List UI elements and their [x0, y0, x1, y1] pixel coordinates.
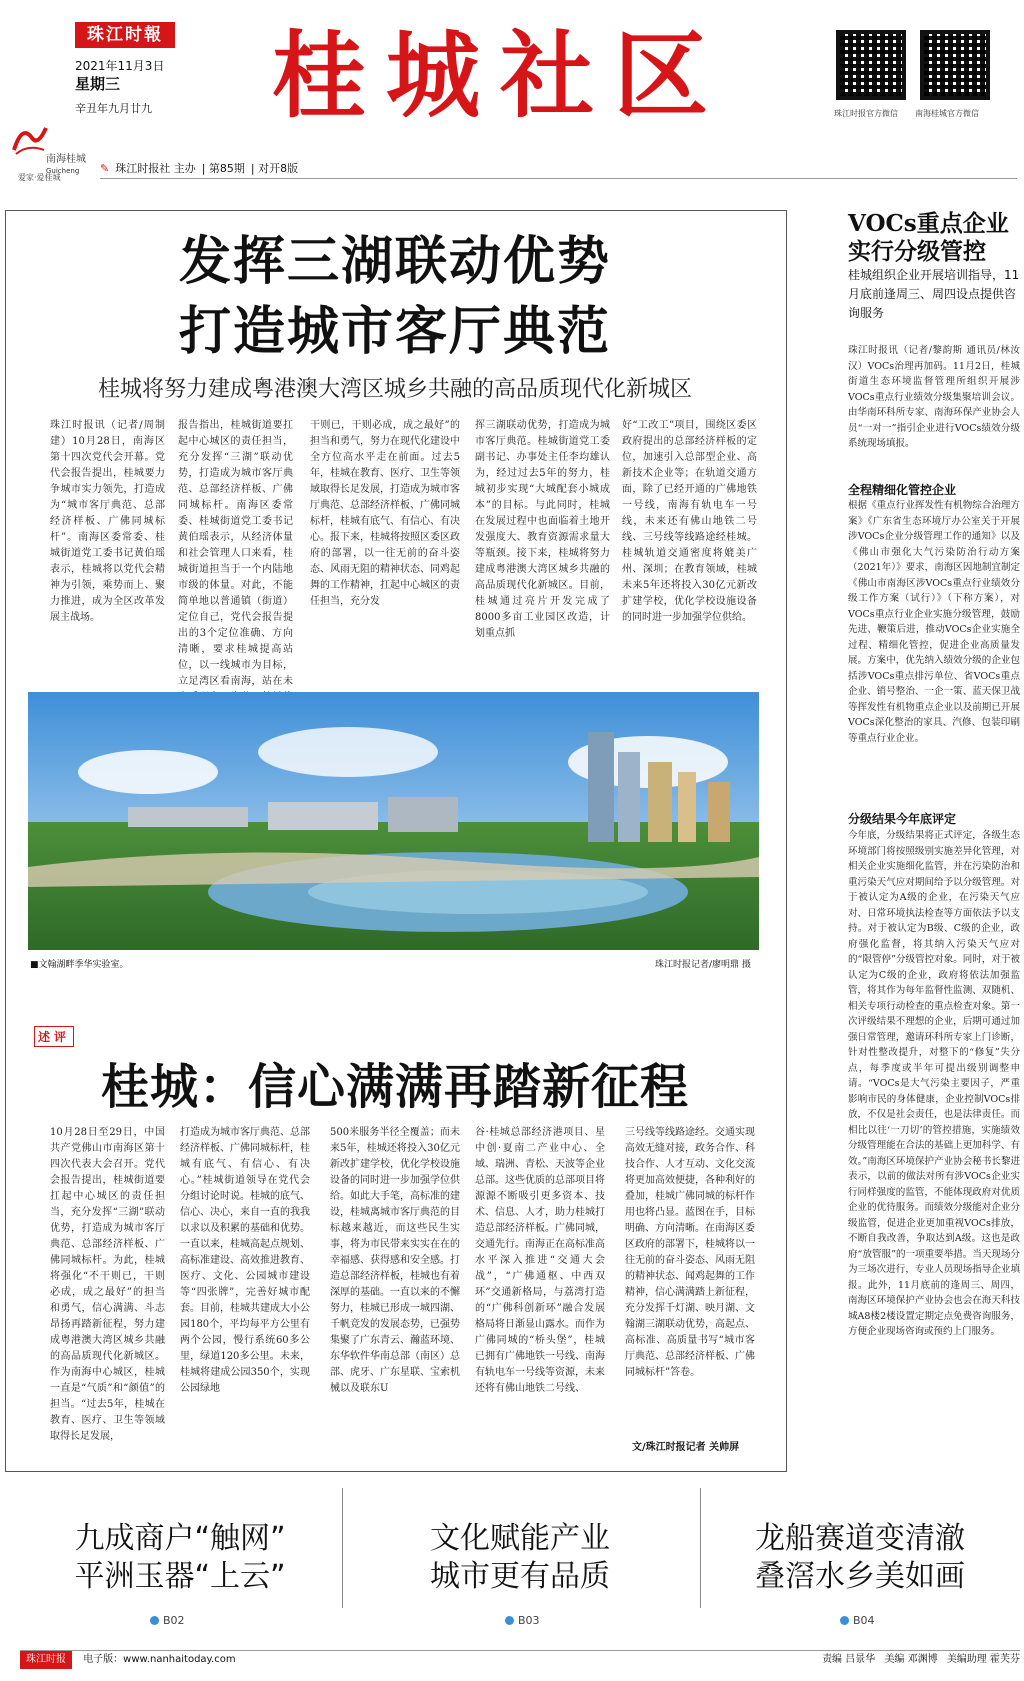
qr-code-icon — [836, 30, 906, 100]
lead-column: 挥三湖联动优势，打造成为城市客厅典范。桂城街道党工委副书记、办事处主任李均雄认为，经过过去5年的努力，桂城初步实现“大城配套小城成本”的目标。与此同时，桂城在发展过程中也面临着土地开发强度大、教育资源需求量大等瓶颈。接下来，桂城将努力建成粤港澳大湾区城乡共融的高品质现代化新城区。目前，桂城通过亮片开发完成了8000多亩工业园区改造，计划重点抓 — [475, 420, 610, 639]
commentary-byline: 文/珠江时报记者 关帅屏 — [632, 1442, 740, 1453]
masthead-title: 桂城社区 — [272, 21, 729, 131]
footer-website[interactable]: 电子版：www.nanhaitoday.com — [83, 1654, 236, 1665]
footer-paper-tag: 珠江时报 — [20, 1651, 72, 1669]
pen-icon: ✎ — [100, 162, 110, 175]
issue-weekday: 星期三 — [75, 75, 121, 93]
page-dot-icon — [505, 1616, 514, 1625]
photo-credit: 珠江时报记者/廖明鼎 摄 — [655, 960, 751, 970]
issue-host: 珠江时报社 主办 — [115, 162, 196, 175]
lead-subheadline: 桂城将努力建成粤港澳大湾区城乡共融的高品质现代化新城区 — [97, 377, 692, 402]
sidebar-deck: 桂城组织企业开展培训指导，11月底前逢周三、周四设点提供咨询服务 — [848, 268, 1020, 320]
qr-code-icon — [920, 30, 990, 100]
logo-slogan: 爱家·爱桂城 — [18, 173, 61, 182]
commentary-column: 10月28日至29日，中国共产党佛山市南海区第十四次代表大会召开。党代会报告提出，桂城街道要扛起中心城区的责任担当，充分发挥“三湖”联动优势，打造成为城市客厅典范、总部经济样板、广佛同城标杆。为此，桂城将强化“不干则已，干则必成，成之最好”的担当和勇气，信心满满、斗志昂扬再踏新征程，努力建成粤港澳大湾区城乡共融的高品质现代化新城区。作为南海中心城区，桂城一直是“气质”和“颜值”的担当。“过去5年，桂城在教育、医疗、卫生等领域取得长足发展， — [50, 1127, 165, 1442]
footer-bar — [20, 1650, 1020, 1669]
paper-logo: 珠江时報 — [75, 22, 175, 48]
qr-caption: 珠江时报官方微信 — [834, 109, 898, 118]
page-dot-icon — [150, 1616, 159, 1625]
lead-column: 珠江时报讯（记者/周制建）10月28日，南海区第十四次党代会开幕。党代会报告提出，桂城要力争城市实力领先，打造成为“城市客厅典范、总部经济样板、广佛同城标杆”。南海区委常委、桂城街道党工委书记黄伯瑶表示，桂城将以党代会精神为引领，乘势而上、聚力推进，成为全区改革发展主战场。 — [50, 420, 165, 623]
logo-name: 南海桂城 Guicheng — [46, 154, 86, 175]
lead-column: 干则已，干则必成，成之最好”的担当和勇气，努力在现代化建设中全方位高水平走在前面。过去5年，桂城在教育、医疗、卫生等领域取得长足发展，打造成为城市客厅典范、总部经济样板、广佛同城标杆，桂城有底气、有信心、有决心。报下来，桂城将按照区委区政府的部署，以一往无前的奋斗姿态、风雨无阻的精神状态、同鸡起舞的工作精神，扛起中心城区的责任担当，充分发 — [310, 420, 460, 607]
photo-caption: ■文翰湖畔季华实验室。 — [30, 960, 129, 970]
teaser-b04[interactable]: 龙船赛道变清澈 叠滘水乡美如画 — [755, 1521, 965, 1594]
lead-headline-line2: 打造城市客厅典范 — [178, 302, 611, 362]
issue-pages: 对开8版 — [258, 162, 299, 175]
teaser-b03[interactable]: 文化赋能产业 城市更有品质 — [430, 1521, 610, 1594]
issue-number: 第85期 — [208, 162, 245, 175]
issue-bar: ✎ 珠江时报社 主办 | 第85期 | 对开8版 — [100, 160, 1017, 179]
commentary-column: 谷·桂城总部经济港项目、星中创·夏南二产业中心、全域、瑞洲、青松、天波等企业总部。这些优质的总部项目将源源不断吸引更多资本、技术、信息、人才，助力桂城打造总部经济样板。广佛同城，交通先行。南海正在高标准高水平深入推进“交通大会战”，“广佛通枢、中西双环”交通新格局，与荔湾打造的“广佛科创新环”融合发展格局将日渐显山露水。而作为广佛同城的“桥头堡”，桂城已拥有广佛地铁一号线、南海有轨电车一号线等资源，未来还将有佛山地铁二号线、 — [475, 1127, 605, 1394]
sidebar-body: 珠江时报讯（记者/黎韵斯 通讯员/林汝汉）VOCs治理再加码。11月2日，桂城街道生态环境监督管理所组织开展涉VOCs重点行业绩效分级集聚培训会议。由华南环科所专家、南海环保产业协会人员“一对一”指引企业进行VOCs绩效分级系统现场填报。 — [848, 345, 1020, 449]
sidebar-headline: VOCs重点企业 实行分级管控 — [848, 210, 1009, 265]
lead-headline-line1: 发挥三湖联动优势 — [178, 232, 611, 292]
sidebar-body: 根据《重点行业挥发性有机物综合治理方案》《广东省生态环境厅办公室关于开展涉VOCs企业分级管理工作的通知》以及《佛山市强化大气污染防治行动方案（2021年）》要求，南海区因地制宜制定《佛山市南海区涉VOCs重点行业绩效分级工作方案（试行）》（下称方案），对VOCs重点行业企业实施分级管理，鼓励先进、鞭策后进，推动VOCs企业实施全过程、精细化管控，促进企业高质量发展。方案中，优先纳入绩效分级的企业包括涉VOCs重点排污单位、省VOCs重点企业、销号整治、一企一策、蓝天保卫战等挥发性有机物重点企业以及前期已开展VOCs深化整治的家具、汽修、包装印刷等重点行业企业。 — [848, 500, 1020, 744]
teaser-b02[interactable]: 九成商户“触网” 平洲玉器“上云” — [74, 1521, 286, 1594]
page-ref[interactable]: B04 — [840, 1614, 875, 1627]
commentary-column: 三号线等线路途经。交通实现高效无缝对接，政务合作、科技合作、人才互动、文化交流将更加高效便捷，各种利好的叠加，桂城广佛同城的标杆作用也将凸显。蓝图在手，目标明确、方向清晰。在南海区委区政府的部署下，桂城将以一往无前的奋斗姿态、风雨无阻的精神状态、闻鸡起舞的工作精神，信心满满踏上新征程，充分发挥千灯湖、映月湖、文翰湖三湖联动优势，高起点、高标准、高质量书写“城市客厅典范、总部经济样板、广佛同城标杆”答卷。 — [625, 1127, 755, 1378]
commentary-column: 打造成为城市客厅典范、总部经济样板、广佛同城标杆，桂城有底气、有信心、有决心。”桂城街道领导在党代会分组讨论时说。桂城的底气、信心、决心，来自一直的我我以求以及积累的基础和优势。一直以来，桂城高起点规划、高标准建设、高效推进教育、医疗、文化、公园城市建设等“四张牌”，完善好城市配套。目前，桂城共建成大小公园180个，平均每平方公里有两个公园，慢行系统60多公里，绿道120多公里。未来，桂城将建成公园350个，实现公园绿地 — [180, 1127, 310, 1394]
issue-date: 2021年11月3日 — [75, 59, 165, 73]
commentary-tag: 述评 — [34, 1026, 74, 1047]
lunar-date: 辛丑年九月廿九 — [75, 102, 152, 115]
page-ref[interactable]: B03 — [505, 1614, 540, 1627]
sidebar-body: 今年底，分级结果将正式评定，各级生态环境部门将按照级别实施差异化管理，对相关企业实施细化监管，并在污染防治和重污染天气应对期间给予以分级管理。对于被认定为A级的企业，在污染天气应对、日常环境执法检查等方面依法予以支持。对于被认定为B级、C级的企业，政府强化监督，将其纳入污染天气应对的“限管停”分级管控对象。同时，对于被认定为C级的企业，政府将依法加强监管，将其作为每年监督性监测、双随机、相关专项行动检查的重点检查对象。第一次评级结果不理想的企业，后期可通过加强日常管理，邀请环科所专家上门诊断，针对性整改提升，对整下的“修复”失分点，每季度或半年可提出级别调整申请。“VOCs是大气污染主要因子，严重影响市民的身体健康，企业控制VOCs排放，不仅是社会责任，也是法律责任。而相比以往‘一刀切’的管控措施，实施绩效分级管理能在合法的基础上更加科学、有效。”南海区环境保护产业协会秘书长黎进表示，以前的做法对所有涉VOCs企业实行同样强度的监管，不能体现政府对优质企业的优待服务。而绩效分级能对企业分级监管，促进企业更加重视VOCs排放，不断自我改善，争取达到A级。这也是政府“放管服”的一项重要举措。当天现场分为三场次进行，专业人员现场指导企业填报。此外，11月底前的逢周三、周四，南海区环境保护产业协会也会在海天科技城A8楼2楼设置定期定点免费咨询服务，方便企业现场咨询或预约上门服务。 — [848, 830, 1020, 1337]
lead-photo — [28, 692, 759, 950]
divider — [342, 1488, 343, 1608]
sidebar-subhead: 全程精细化管控企业 — [848, 483, 957, 497]
sidebar-subhead: 分级结果今年底评定 — [848, 812, 957, 826]
footer-credits: 责编 吕景华 美编 邓渊博 美编助理 霍芙芬 — [822, 1654, 1020, 1665]
page-dot-icon — [840, 1616, 849, 1625]
lead-column: 报告指出，桂城街道要扛起中心城区的责任担当，充分发挥“三湖”联动优势，打造成为城市客厅典范、总部经济样板、广佛同城标杆。南海区委常委、桂城街道党工委书记黄伯瑶表示，从经济体量和社会管理人口来看，桂城街道担当于一个内陆地市级的体量。对此，不能简单地以普通镇（街道）定位自己，党代会报告提出的3个定位准确、方向清晰，要求桂城提高站位，以一线城市为目标，立足湾区看南海，站在未 — [178, 420, 293, 687]
lead-column: 好“工改工”项目，围绕区委区政府提出的总部经济样板的定位，加速引入总部型企业、高新技术企业等；在轨道交通方面，除了已经开通的广佛地铁一号线，南海有轨电车一号线，未来还有佛山地铁二号线、三号线等线路途经桂城。桂城轨道交通密度将媲美广州、深圳；在教育领域，桂城未来5年还将投入30亿元新改扩建学校，优化学校设施设备的同时进一步加强学位供给。 — [622, 420, 757, 623]
nanhai-guicheng-logo-icon — [10, 120, 50, 158]
divider — [700, 1488, 701, 1608]
commentary-headline: 桂城：信心满满再踏新征程 — [100, 1059, 689, 1115]
commentary-column: 500米服务半径全覆盖；而未来5年，桂城还将投入30亿元新改扩建学校，优化学校设施设备的同时进一步加强学位供给。如此大手笔，高标准的建设，桂城离城市客厅典范的目标越来越近，而这些民生实事，将为市民带来实实在在的幸福感、获得感和安全感。打造总部经济样板，桂城也有着深厚的基础。一直以来的不懈努力，桂城已形成一城四湖、千帆竞发的发展态势，已强势集聚了广东青云、瀚蓝环境、东华软件华南总部（南区）总部、虎牙、广东星联、宝索机械以及联东U — [330, 1127, 460, 1394]
page-ref[interactable]: B02 — [150, 1614, 185, 1627]
qr-caption: 南海桂城官方微信 — [915, 109, 979, 118]
